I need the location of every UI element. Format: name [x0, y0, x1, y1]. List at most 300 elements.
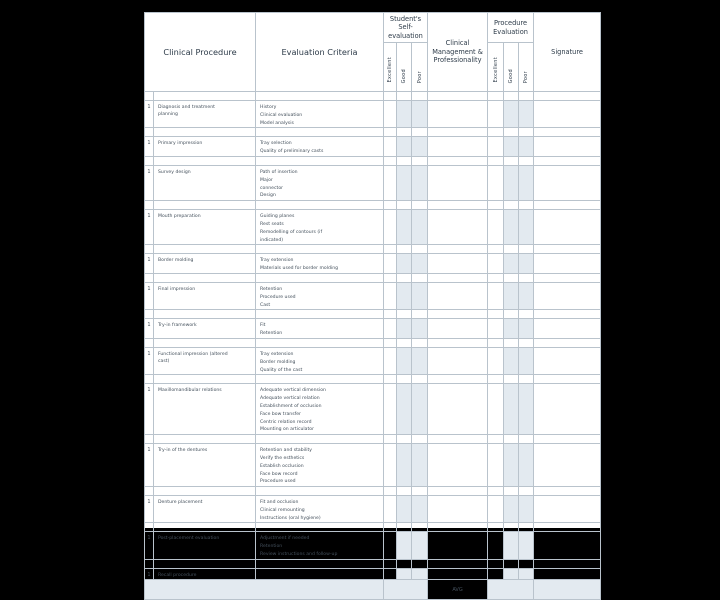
- proc-poor-cell[interactable]: [519, 101, 534, 128]
- procedure-row: [145, 254, 601, 274]
- criteria-item: Adjustment if needed: [260, 536, 310, 542]
- gap-cell: [412, 92, 428, 101]
- signature-cell[interactable]: [534, 347, 601, 374]
- gap-cell: [504, 310, 519, 319]
- gap-cell: [428, 435, 488, 444]
- gap-cell: [428, 128, 488, 137]
- gap-cell: [504, 273, 519, 282]
- criteria-list: [256, 568, 384, 579]
- gap-cell: [428, 92, 488, 101]
- gap-cell: [256, 128, 384, 137]
- proc-excellent-cell[interactable]: [488, 532, 504, 559]
- gap-cell: [534, 156, 601, 165]
- gap-cell: [488, 487, 504, 496]
- proc-good-cell[interactable]: [504, 532, 519, 559]
- self-excellent-cell[interactable]: [384, 165, 397, 200]
- criteria-item: Retention: [260, 286, 283, 292]
- self-poor-cell[interactable]: [412, 165, 428, 200]
- clinical-management-header-line: Management &: [432, 47, 483, 56]
- self-grade-poor: [412, 43, 428, 92]
- proc-poor-cell[interactable]: [519, 282, 534, 309]
- gap-cell: [256, 487, 384, 496]
- criteria-item: Tray selection: [260, 141, 292, 147]
- row-gap: [145, 156, 601, 165]
- criteria-item: Model analysis: [260, 120, 294, 126]
- gap-cell: [384, 128, 397, 137]
- procedure-name: [154, 210, 256, 245]
- gap-cell: [534, 559, 601, 568]
- gap-cell: [145, 245, 154, 254]
- proc-poor-cell[interactable]: [519, 496, 534, 523]
- criteria-item: Fit: [260, 323, 266, 329]
- criteria-list: [256, 319, 384, 339]
- self-excellent-cell[interactable]: [384, 210, 397, 245]
- procedure-row: [145, 165, 601, 200]
- gap-cell: [428, 338, 488, 347]
- criteria-item: Tray extension: [260, 351, 294, 357]
- gap-cell: [145, 487, 154, 496]
- gap-cell: [256, 338, 384, 347]
- criteria-list: [256, 254, 384, 274]
- criteria-item: Major: [260, 177, 273, 183]
- proc-excellent-cell[interactable]: [488, 101, 504, 128]
- gap-cell: [397, 156, 412, 165]
- self-good-cell[interactable]: [397, 254, 412, 274]
- row-number: 1: [145, 532, 154, 559]
- criteria-item: Establishment of occlusion: [260, 403, 322, 409]
- procedure-line: Denture placement: [158, 500, 203, 506]
- row-number: 1: [145, 347, 154, 374]
- row-number: 1: [145, 568, 154, 579]
- self-good-cell[interactable]: [397, 165, 412, 200]
- gap-cell: [256, 435, 384, 444]
- criteria-item: Tray extension: [260, 258, 294, 264]
- criteria-item: Adequate vertical relation: [260, 396, 320, 402]
- self-good-cell[interactable]: [397, 282, 412, 309]
- gap-cell: [504, 92, 519, 101]
- gap-cell: [504, 338, 519, 347]
- criteria-item: Retention and stability: [260, 448, 313, 454]
- signature-cell[interactable]: [534, 532, 601, 559]
- procedure-line: Functional impression (altered: [158, 351, 228, 357]
- proc-poor-cell[interactable]: [519, 384, 534, 435]
- proc-excellent-cell[interactable]: [488, 384, 504, 435]
- gap-cell: [488, 310, 504, 319]
- average-label-spacer: [145, 580, 384, 600]
- procedure-name: [154, 532, 256, 559]
- proc-good-cell[interactable]: [504, 319, 519, 339]
- gap-cell: [256, 559, 384, 568]
- proc-grade-good-label: Good: [508, 68, 515, 83]
- self-poor-cell[interactable]: [412, 496, 428, 523]
- gap-cell: [412, 245, 428, 254]
- clinical-management-cell[interactable]: [428, 347, 488, 374]
- proc-excellent-cell[interactable]: [488, 282, 504, 309]
- gap-cell: [384, 156, 397, 165]
- criteria-item: Face bow record: [260, 471, 298, 477]
- gap-cell: [412, 338, 428, 347]
- proc-good-cell[interactable]: [504, 282, 519, 309]
- gap-cell: [397, 435, 412, 444]
- self-excellent-cell[interactable]: [384, 568, 397, 579]
- gap-cell: [412, 559, 428, 568]
- gap-cell: [412, 128, 428, 137]
- procedure-name: [154, 101, 256, 128]
- signature-cell[interactable]: [534, 444, 601, 487]
- self-good-cell[interactable]: [397, 101, 412, 128]
- row-gap: [145, 435, 601, 444]
- clinical-management-cell[interactable]: [428, 254, 488, 274]
- criteria-list: [256, 210, 384, 245]
- clinical-management-cell[interactable]: [428, 444, 488, 487]
- gap-cell: [519, 487, 534, 496]
- self-excellent-cell[interactable]: [384, 319, 397, 339]
- row-gap: [145, 201, 601, 210]
- procedure-name: [154, 137, 256, 157]
- criteria-item: Fit and occlusion: [260, 500, 299, 506]
- procedure-line: Diagnosis and treatment: [158, 105, 215, 110]
- clinical-management-cell[interactable]: [428, 165, 488, 200]
- gap-cell: [488, 338, 504, 347]
- gap-cell: [519, 435, 534, 444]
- proc-poor-cell[interactable]: [519, 210, 534, 245]
- average-procedure-cell: [488, 580, 534, 600]
- gap-cell: [412, 435, 428, 444]
- gap-cell: [384, 273, 397, 282]
- gap-cell: [384, 92, 397, 101]
- self-grade-excellent: [384, 43, 397, 92]
- criteria-item: Adequate vertical dimension: [260, 388, 326, 394]
- gap-cell: [534, 523, 601, 532]
- self-excellent-cell[interactable]: [384, 444, 397, 487]
- self-excellent-cell[interactable]: [384, 384, 397, 435]
- proc-excellent-cell[interactable]: [488, 210, 504, 245]
- procedure-line: Maxillomandibular relations: [158, 388, 222, 394]
- signature-cell[interactable]: [534, 101, 601, 128]
- row-gap: [145, 128, 601, 137]
- signature-cell[interactable]: [534, 137, 601, 157]
- proc-poor-cell[interactable]: [519, 319, 534, 339]
- clinical-management-cell[interactable]: [428, 101, 488, 128]
- gap-cell: [154, 523, 256, 532]
- gap-cell: [384, 559, 397, 568]
- self-poor-cell[interactable]: [412, 347, 428, 374]
- procedure-row: [145, 444, 601, 487]
- row-number: 1: [145, 254, 154, 274]
- proc-good-cell[interactable]: [504, 347, 519, 374]
- gap-cell: [154, 559, 256, 568]
- proc-good-cell[interactable]: [504, 384, 519, 435]
- procedure-line: Try-in framework: [158, 323, 197, 329]
- gap-cell: [145, 559, 154, 568]
- procedure-line: Final impression: [158, 286, 196, 292]
- procedure-name: [154, 568, 256, 579]
- gap-cell: [488, 523, 504, 532]
- clinical-management-cell[interactable]: [428, 319, 488, 339]
- self-excellent-cell[interactable]: [384, 137, 397, 157]
- self-evaluation-header-line: evaluation: [388, 31, 423, 40]
- criteria-item: Procedure used: [260, 479, 296, 485]
- gap-cell: [488, 375, 504, 384]
- gap-cell: [488, 201, 504, 210]
- self-good-cell[interactable]: [397, 532, 412, 559]
- self-excellent-cell[interactable]: [384, 347, 397, 374]
- proc-good-cell[interactable]: [504, 496, 519, 523]
- proc-poor-cell[interactable]: [519, 568, 534, 579]
- gap-cell: [534, 338, 601, 347]
- proc-poor-cell[interactable]: [519, 532, 534, 559]
- self-good-cell[interactable]: [397, 496, 412, 523]
- signature-cell[interactable]: [534, 384, 601, 435]
- clinical-management-header: [428, 13, 488, 92]
- proc-poor-cell[interactable]: [519, 444, 534, 487]
- procedure-name: [154, 319, 256, 339]
- self-good-cell[interactable]: [397, 384, 412, 435]
- self-poor-cell[interactable]: [412, 282, 428, 309]
- gap-cell: [488, 559, 504, 568]
- procedure-line: cast): [158, 359, 170, 365]
- clinical-management-cell[interactable]: [428, 282, 488, 309]
- clinical-management-cell[interactable]: [428, 384, 488, 435]
- gap-cell: [397, 201, 412, 210]
- criteria-list: [256, 282, 384, 309]
- criteria-list: [256, 165, 384, 200]
- proc-poor-cell[interactable]: [519, 137, 534, 157]
- row-gap: [145, 487, 601, 496]
- proc-good-cell[interactable]: [504, 137, 519, 157]
- self-good-cell[interactable]: [397, 444, 412, 487]
- gap-cell: [256, 201, 384, 210]
- row-number: 1: [145, 101, 154, 128]
- evaluation-sheet: [144, 12, 600, 593]
- criteria-item: Centric relation record: [260, 419, 312, 425]
- gap-cell: [397, 92, 412, 101]
- proc-good-cell[interactable]: [504, 254, 519, 274]
- signature-cell[interactable]: [534, 210, 601, 245]
- average-signature-cell: [534, 580, 601, 600]
- gap-cell: [428, 245, 488, 254]
- criteria-item: Clinical remounting: [260, 507, 305, 513]
- gap-cell: [519, 523, 534, 532]
- self-excellent-cell[interactable]: [384, 496, 397, 523]
- procedure-line: Border molding: [158, 258, 194, 264]
- row-gap: [145, 523, 601, 532]
- gap-cell: [504, 201, 519, 210]
- proc-excellent-cell[interactable]: [488, 165, 504, 200]
- clinical-management-cell[interactable]: [428, 137, 488, 157]
- gap-cell: [428, 559, 488, 568]
- proc-good-cell[interactable]: [504, 165, 519, 200]
- gap-cell: [488, 435, 504, 444]
- gap-cell: [397, 487, 412, 496]
- proc-good-cell[interactable]: [504, 210, 519, 245]
- gap-cell: [534, 245, 601, 254]
- self-excellent-cell[interactable]: [384, 532, 397, 559]
- proc-good-cell[interactable]: [504, 568, 519, 579]
- self-excellent-cell[interactable]: [384, 282, 397, 309]
- self-poor-cell[interactable]: [412, 444, 428, 487]
- proc-grade-poor-label: Poor: [523, 70, 530, 83]
- self-poor-cell[interactable]: [412, 319, 428, 339]
- procedure-row: [145, 532, 601, 559]
- signature-header: Signature: [534, 13, 601, 92]
- self-grade-excellent-label: Excellent: [387, 57, 394, 83]
- gap-cell: [504, 375, 519, 384]
- criteria-item: Retention: [260, 544, 283, 550]
- gap-cell: [384, 487, 397, 496]
- criteria-item: Clinical evaluation: [260, 112, 303, 118]
- proc-excellent-cell[interactable]: [488, 137, 504, 157]
- self-good-cell[interactable]: [397, 319, 412, 339]
- procedure-row: [145, 210, 601, 245]
- gap-cell: [428, 523, 488, 532]
- clinical-management-cell[interactable]: [428, 210, 488, 245]
- gap-cell: [145, 435, 154, 444]
- criteria-item: Rest seats: [260, 221, 284, 227]
- criteria-item: Border molding: [260, 359, 296, 365]
- gap-cell: [256, 523, 384, 532]
- proc-good-cell[interactable]: [504, 444, 519, 487]
- gap-cell: [154, 245, 256, 254]
- gap-cell: [256, 156, 384, 165]
- proc-grade-poor: [519, 43, 534, 92]
- self-good-cell[interactable]: [397, 347, 412, 374]
- self-poor-cell[interactable]: [412, 254, 428, 274]
- gap-cell: [519, 245, 534, 254]
- proc-excellent-cell[interactable]: [488, 444, 504, 487]
- self-poor-cell[interactable]: [412, 137, 428, 157]
- proc-grade-excellent: [488, 43, 504, 92]
- row-gap: [145, 559, 601, 568]
- criteria-item: indicated): [260, 237, 284, 243]
- procedure-line: Primary impression: [158, 141, 203, 147]
- criteria-item: Mounting on articulator: [260, 427, 314, 433]
- proc-poor-cell[interactable]: [519, 254, 534, 274]
- gap-cell: [519, 128, 534, 137]
- proc-excellent-cell[interactable]: [488, 496, 504, 523]
- gap-cell: [519, 273, 534, 282]
- procedure-name: [154, 347, 256, 374]
- row-number: 1: [145, 319, 154, 339]
- gap-cell: [428, 310, 488, 319]
- procedure-line: Recall procedure: [158, 572, 197, 578]
- row-gap: [145, 273, 601, 282]
- self-poor-cell[interactable]: [412, 532, 428, 559]
- gap-cell: [384, 435, 397, 444]
- gap-cell: [397, 559, 412, 568]
- self-poor-cell[interactable]: [412, 101, 428, 128]
- proc-poor-cell[interactable]: [519, 165, 534, 200]
- signature-cell[interactable]: [534, 496, 601, 523]
- signature-cell[interactable]: [534, 165, 601, 200]
- criteria-list: [256, 532, 384, 559]
- self-excellent-cell[interactable]: [384, 101, 397, 128]
- self-good-cell[interactable]: [397, 568, 412, 579]
- criteria-item: Cast: [260, 302, 271, 308]
- procedure-name: [154, 282, 256, 309]
- gap-cell: [428, 156, 488, 165]
- procedure-name: [154, 254, 256, 274]
- gap-cell: [534, 201, 601, 210]
- procedure-name: [154, 165, 256, 200]
- gap-cell: [384, 523, 397, 532]
- self-excellent-cell[interactable]: [384, 254, 397, 274]
- criteria-list: [256, 347, 384, 374]
- criteria-item: History: [260, 105, 277, 110]
- signature-cell[interactable]: [534, 319, 601, 339]
- proc-poor-cell[interactable]: [519, 347, 534, 374]
- gap-cell: [519, 559, 534, 568]
- gap-cell: [384, 338, 397, 347]
- proc-excellent-cell[interactable]: [488, 254, 504, 274]
- gap-cell: [412, 375, 428, 384]
- procedure-row: [145, 496, 601, 523]
- criteria-list: [256, 444, 384, 487]
- self-poor-cell[interactable]: [412, 384, 428, 435]
- proc-good-cell[interactable]: [504, 101, 519, 128]
- self-poor-cell[interactable]: [412, 568, 428, 579]
- procedure-name: [154, 444, 256, 487]
- gap-cell: [519, 156, 534, 165]
- gap-cell: [145, 201, 154, 210]
- gap-cell: [504, 559, 519, 568]
- criteria-item: Quality of preliminary casts: [260, 149, 324, 155]
- criteria-item: Procedure used: [260, 294, 296, 300]
- signature-cell[interactable]: [534, 282, 601, 309]
- evaluation-criteria-header: Evaluation Criteria: [256, 13, 384, 92]
- signature-cell[interactable]: [534, 254, 601, 274]
- gap-cell: [412, 310, 428, 319]
- gap-cell: [145, 375, 154, 384]
- self-good-cell[interactable]: [397, 210, 412, 245]
- clinical-procedure-header: Clinical Procedure: [145, 13, 256, 92]
- clinical-management-cell[interactable]: [428, 532, 488, 559]
- self-poor-cell[interactable]: [412, 210, 428, 245]
- procedure-line: Mouth preparation: [158, 214, 201, 220]
- gap-cell: [256, 273, 384, 282]
- gap-cell: [488, 92, 504, 101]
- row-number: 1: [145, 444, 154, 487]
- criteria-list: [256, 101, 384, 128]
- gap-cell: [412, 273, 428, 282]
- gap-cell: [428, 487, 488, 496]
- self-good-cell[interactable]: [397, 137, 412, 157]
- criteria-item: Path of insertion: [260, 169, 298, 175]
- gap-cell: [397, 245, 412, 254]
- gap-cell: [534, 375, 601, 384]
- row-number: 1: [145, 210, 154, 245]
- criteria-item: Verify the esthetics: [260, 455, 305, 461]
- gap-cell: [154, 487, 256, 496]
- procedure-evaluation-header-line: Evaluation: [493, 27, 528, 36]
- clinical-management-cell[interactable]: [428, 496, 488, 523]
- signature-cell[interactable]: [534, 568, 601, 579]
- gap-cell: [488, 128, 504, 137]
- gap-cell: [154, 201, 256, 210]
- procedure-evaluation-header-line: Procedure: [493, 18, 528, 27]
- proc-excellent-cell[interactable]: [488, 347, 504, 374]
- procedure-evaluation-header: [488, 13, 534, 43]
- proc-grade-good: [504, 43, 519, 92]
- self-grade-poor-label: Poor: [416, 70, 423, 83]
- gap-cell: [397, 375, 412, 384]
- clinical-management-cell[interactable]: [428, 568, 488, 579]
- gap-cell: [412, 201, 428, 210]
- row-number: 1: [145, 496, 154, 523]
- proc-excellent-cell[interactable]: [488, 568, 504, 579]
- proc-excellent-cell[interactable]: [488, 319, 504, 339]
- gap-cell: [534, 487, 601, 496]
